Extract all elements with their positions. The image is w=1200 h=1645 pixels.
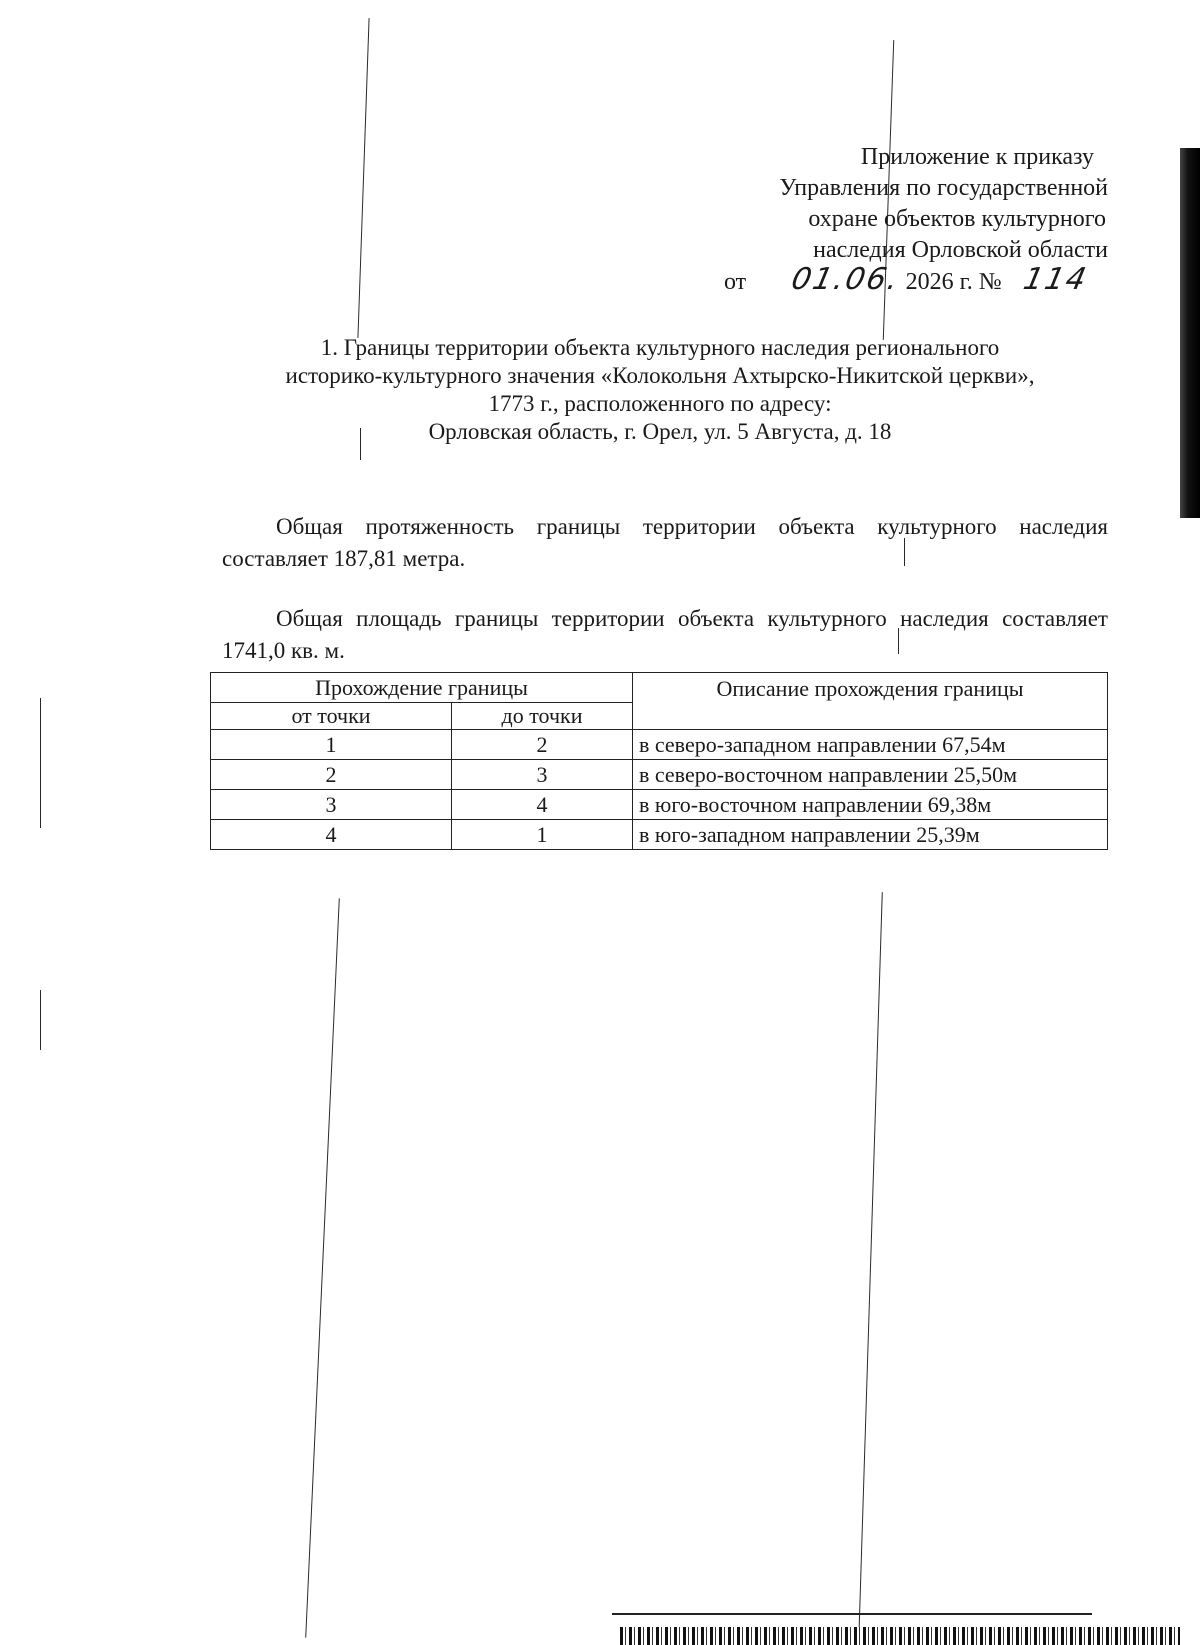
- table-row: [211, 760, 1108, 790]
- handwritten-order-number: 114: [1019, 262, 1091, 297]
- cell-from: 3: [211, 790, 452, 820]
- header-line: охране объектов культурного: [808, 206, 1106, 232]
- handwritten-date: 01.06.: [788, 262, 904, 297]
- cell-to: 1: [452, 820, 633, 850]
- cell-description: в юго-западном направлении 25,39м: [633, 820, 1108, 850]
- appendix-header: [779, 142, 1108, 266]
- area-paragraph: Общая площадь границы территории объекта культурного наследия составляет 1741,0 кв. м.: [222, 606, 1108, 663]
- table-header-group: Прохождение границы: [211, 673, 633, 703]
- scan-artifact-line: [40, 698, 41, 828]
- scan-artifact-line: [858, 892, 883, 1642]
- table-row: [211, 730, 1108, 760]
- heading-line: 1. Границы территории объекта культурного наследия регионального: [320, 335, 1000, 360]
- cell-from: 1: [211, 730, 452, 760]
- scan-artifact-line: [40, 990, 41, 1050]
- cell-description: в северо-западном направлении 67,54м: [633, 730, 1108, 760]
- cell-to: 2: [452, 730, 633, 760]
- table-header-from: от точки: [211, 703, 452, 730]
- order-date-line: [724, 262, 1091, 297]
- date-prefix: от: [724, 269, 747, 295]
- heading-line: историко-культурного значения «Колокольня Ахтырско-Никитской церкви»,: [285, 363, 1035, 388]
- table-header-description: Описание прохождения границы: [633, 673, 1108, 730]
- table-row: [211, 790, 1108, 820]
- length-paragraph: Общая протяженность границы территории объекта культурного наследия составляет 187,81 метра.: [222, 514, 1108, 571]
- cell-to: 4: [452, 790, 633, 820]
- boundary-table: [210, 672, 1108, 850]
- cell-from: 2: [211, 760, 452, 790]
- header-line: Управления по государственной: [779, 175, 1108, 201]
- scan-artifact-line: [305, 898, 340, 1637]
- heading-line: 1773 г., расположенного по адресу:: [488, 391, 832, 416]
- cell-description: в северо-восточном направлении 25,50м: [633, 760, 1108, 790]
- scan-artifact-line: [357, 18, 369, 338]
- header-line: наследия Орловской области: [813, 237, 1108, 263]
- header-line: Приложение к приказу: [860, 144, 1094, 170]
- scan-artifact-stroke: [612, 1613, 1092, 1615]
- heading-line: Орловская область, г. Орел, ул. 5 Августа, д. 18: [428, 419, 892, 444]
- year-number-label: 2026 г. №: [905, 269, 1002, 295]
- scan-artifact-noise: [620, 1627, 1180, 1645]
- scan-edge-shadow: [1180, 148, 1200, 518]
- cell-from: 4: [211, 820, 452, 850]
- table-header-to: до точки: [452, 703, 633, 730]
- section-heading: [230, 334, 1090, 446]
- table-row: [211, 820, 1108, 850]
- cell-description: в юго-восточном направлении 69,38м: [633, 790, 1108, 820]
- cell-to: 3: [452, 760, 633, 790]
